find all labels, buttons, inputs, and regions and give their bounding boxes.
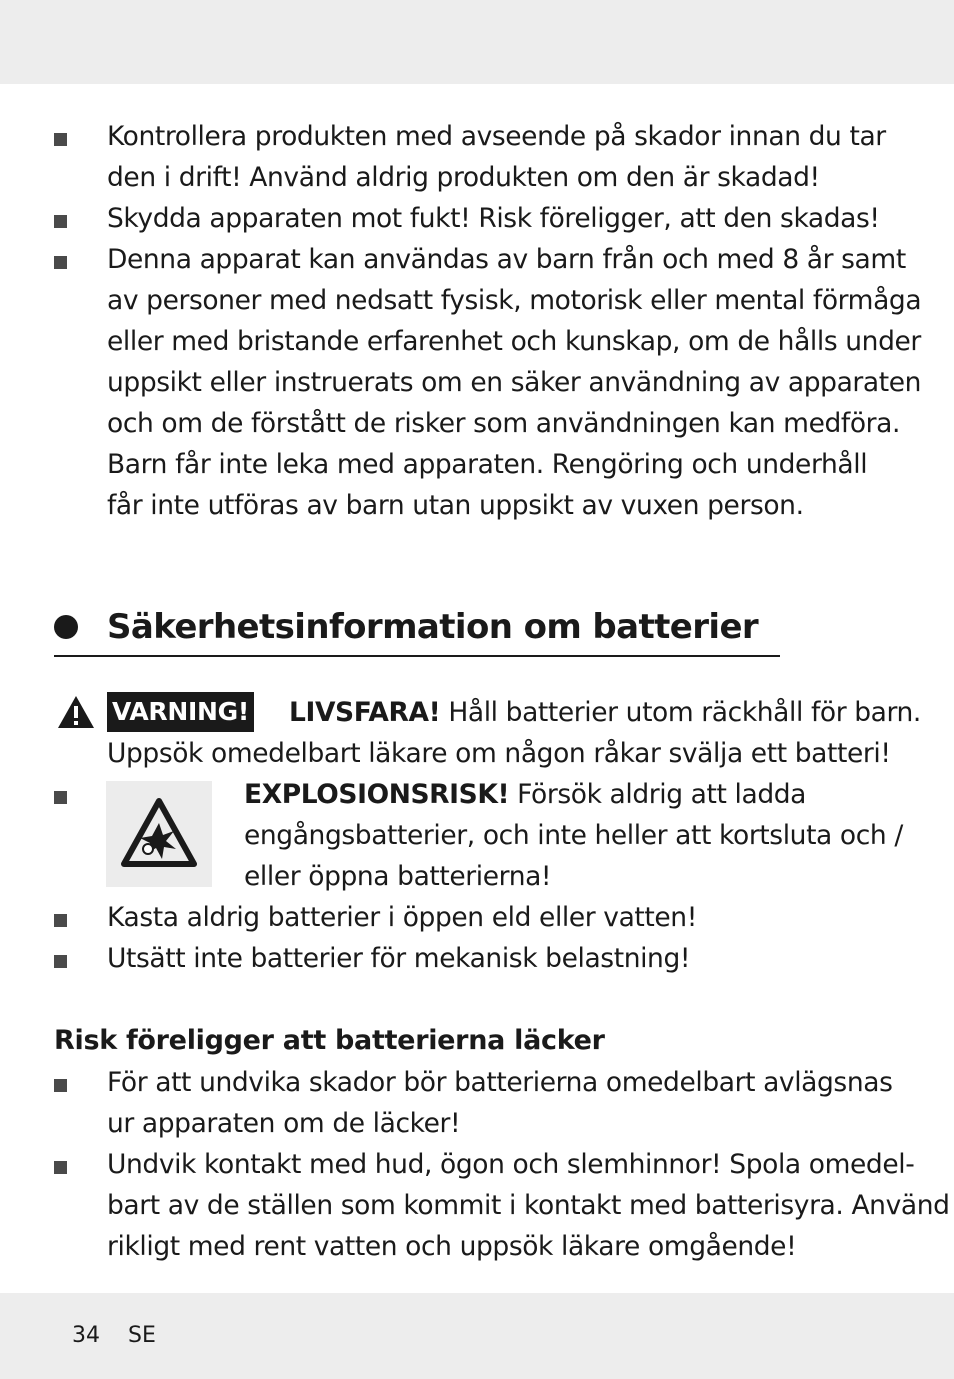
explosion-symbol (106, 781, 212, 887)
intro-bullet-3: Denna apparat kan användas av barn från och med 8 år samt av personer med nedsatt fysisk, motorisk eller mental förmåga eller med bristande erfarenhet och kunskap, om de hålls under uppsikt eller instruerats om en säker användning av apparaten och om de förstått de risker som användningen kan medföra. Barn får inte leka med apparaten. Rengöring och underhåll får inte utföras av barn utan uppsikt av vuxen person. (107, 244, 922, 521)
bullet-marker (54, 133, 67, 146)
language-code: SE (128, 1323, 156, 1348)
bullet-marker (54, 215, 67, 228)
warning-label: LIVSFARA! (289, 697, 441, 728)
explosion-icon (106, 781, 212, 887)
battery-bullet-1: Kasta aldrig batterier i öppen eld eller vatten! (107, 902, 697, 933)
leak-bullet-1: För att undvika skador bör batterierna omedelbart avlägsnas ur apparaten om de läcker! (107, 1067, 893, 1139)
section-title: Säkerhetsinformation om batterier (107, 607, 759, 647)
explosion-label: EXPLOSIONSRISK! (244, 779, 510, 810)
bullet-marker (54, 1079, 67, 1092)
footer-band (0, 1293, 954, 1379)
section-heading (54, 603, 780, 657)
warning-badge: VARNING! (107, 692, 254, 732)
bullet-marker (54, 256, 67, 269)
bullet-marker (54, 1161, 67, 1174)
heading-bullet-icon (54, 615, 78, 639)
leak-heading: Risk föreligger att batterierna läcker (54, 1025, 605, 1056)
warning-line-2: Uppsök omedelbart läkare om någon råkar svälja ett batteri! (107, 738, 891, 769)
bullet-marker (54, 791, 67, 804)
header-band (0, 0, 954, 84)
explosion-warning (244, 774, 903, 897)
explosion-rest: engångsbatterier, och inte heller att kortsluta och / eller öppna batterierna! (244, 820, 903, 892)
warning-line (289, 692, 921, 733)
intro-bullet-2: Skydda apparaten mot fukt! Risk föreligger, att den skadas! (107, 203, 880, 234)
intro-bullet-1: Kontrollera produkten med avseende på skador innan du tar den i drift! Använd aldrig produkten om den är skadad! (107, 121, 886, 193)
explosion-line-1: Försök aldrig att ladda (509, 779, 807, 810)
page-number: 34 (72, 1323, 100, 1348)
battery-bullet-2: Utsätt inte batterier för mekanisk belastning! (107, 943, 691, 974)
warning-triangle-icon (56, 694, 96, 730)
bullet-marker (54, 955, 67, 968)
leak-bullet-2: Undvik kontakt med hud, ögon och slemhinnor! Spola omedel- bart av de ställen som kommit i kontakt med batterisyra. Använd rikligt med rent vatten och uppsök läkare omgående! (107, 1149, 950, 1262)
bullet-marker (54, 914, 67, 927)
warning-text: Håll batterier utom räckhåll för barn. (440, 697, 921, 728)
